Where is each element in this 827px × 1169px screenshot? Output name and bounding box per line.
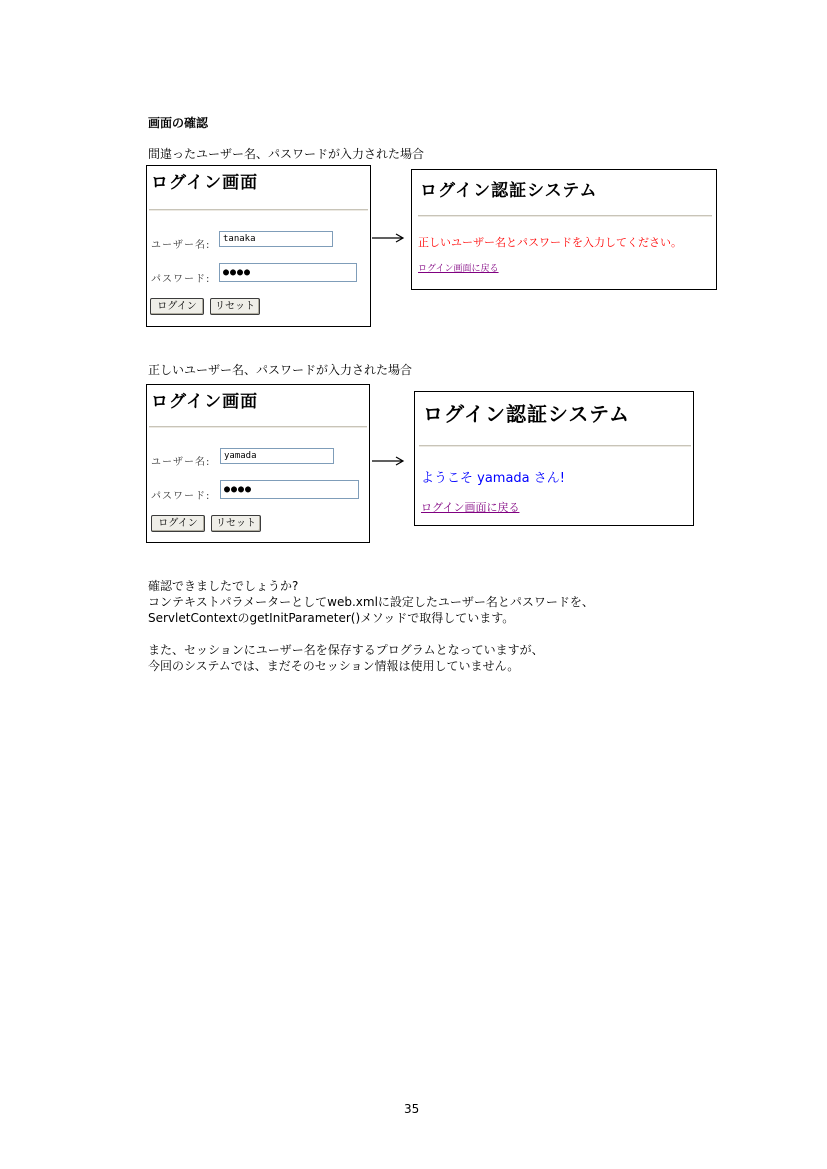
reset-button[interactable]: リセット: [211, 515, 261, 532]
arrow-right-icon: [372, 232, 406, 244]
password-input[interactable]: ●●●●: [219, 263, 357, 282]
password-label: パスワード:: [151, 491, 211, 502]
login-screen-wrong: [146, 165, 371, 327]
divider: [418, 215, 712, 217]
reset-button[interactable]: リセット: [210, 298, 260, 315]
result-screen-welcome: [414, 391, 694, 526]
result-title: ログイン認証システム: [423, 402, 630, 426]
paragraph-line: また、セッションにユーザー名を保存するプログラムとなっていますが、: [148, 643, 544, 657]
section-heading: 画面の確認: [148, 116, 209, 130]
paragraph-line: 確認できましたでしょうか?: [148, 579, 299, 593]
password-label: パスワード:: [151, 274, 211, 285]
result-screen-error: [411, 169, 717, 290]
username-label: ユーザー名:: [151, 457, 211, 468]
login-button[interactable]: ログイン: [151, 515, 205, 532]
login-button[interactable]: ログイン: [150, 298, 204, 315]
welcome-message: ようこそ yamada さん!: [421, 471, 565, 486]
divider: [149, 426, 367, 428]
login-screen-title: ログイン画面: [151, 173, 259, 193]
error-message: 正しいユーザー名とパスワードを入力してください。: [418, 236, 682, 249]
arrow-right-icon: [372, 455, 406, 467]
divider: [419, 445, 691, 447]
result-title: ログイン認証システム: [420, 181, 598, 201]
username-input[interactable]: yamada: [220, 448, 334, 464]
paragraph-line: ServletContextのgetInitParameter()メソッドで取得しています。: [148, 611, 515, 625]
divider: [149, 209, 368, 211]
paragraph-line: 今回のシステムでは、まだそのセッション情報は使用していません。: [148, 659, 520, 673]
password-input[interactable]: ●●●●: [220, 480, 359, 499]
caption-correct-credentials: 正しいユーザー名、パスワードが入力された場合: [148, 363, 413, 377]
paragraph-line: コンテキストパラメーターとしてweb.xmlに設定したユーザー名とパスワードを、: [148, 595, 594, 609]
username-label: ユーザー名:: [151, 240, 211, 251]
back-to-login-link[interactable]: ログイン画面に戻る: [418, 264, 499, 274]
page-number: 35: [404, 1102, 420, 1116]
username-input[interactable]: tanaka: [219, 231, 333, 247]
login-screen-title: ログイン画面: [151, 392, 259, 412]
login-screen-correct: [146, 384, 370, 543]
back-to-login-link[interactable]: ログイン画面に戻る: [421, 501, 520, 514]
caption-wrong-credentials: 間違ったユーザー名、パスワードが入力された場合: [148, 147, 425, 161]
